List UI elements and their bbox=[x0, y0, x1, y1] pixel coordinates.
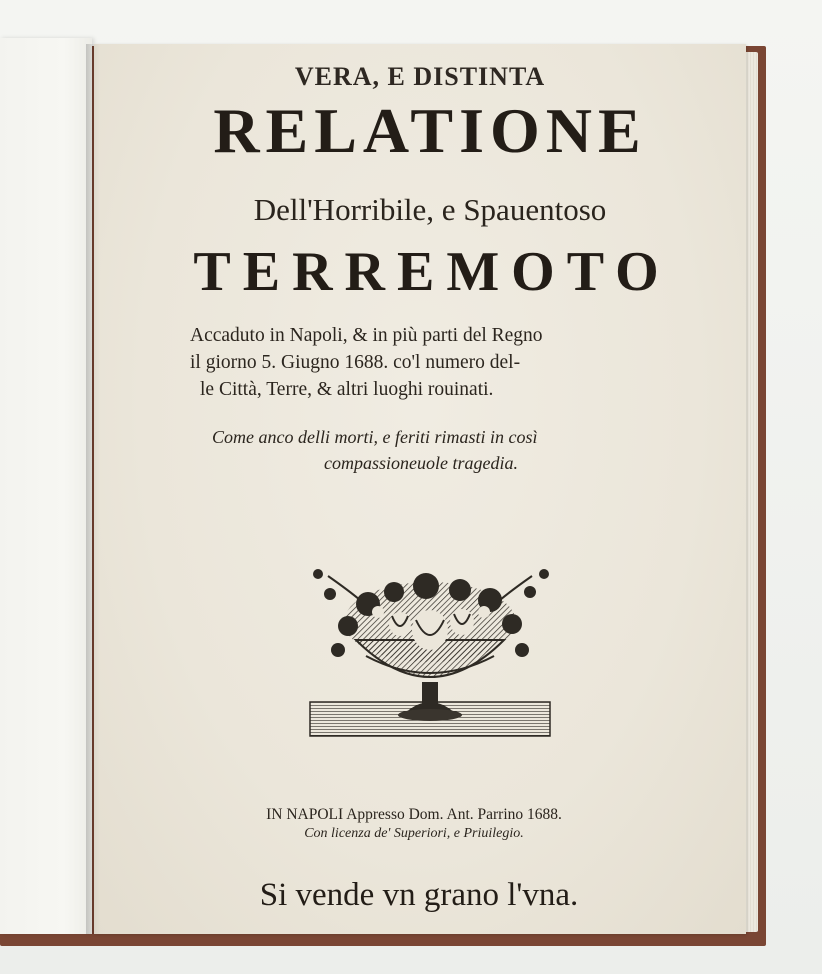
left-page bbox=[0, 38, 92, 934]
subtitle: Dell'Horribile, e Spauentoso bbox=[253, 192, 607, 227]
description-line: il giorno 5. Giugno 1688. co'l numero del- bbox=[190, 352, 521, 373]
main-word: TERREMOTO bbox=[193, 241, 671, 303]
italic-line: compassioneuole tragedia. bbox=[324, 453, 518, 473]
gutter-shadow bbox=[86, 44, 100, 934]
license-line: Con licenza de' Superiori, e Priuilegio. bbox=[304, 826, 524, 841]
imprint-line: IN NAPOLI Appresso Dom. Ant. Parrino 1688. bbox=[266, 805, 562, 823]
italic-block bbox=[212, 424, 672, 476]
description-line: Accaduto in Napoli, & in più parti del Regno bbox=[190, 325, 543, 346]
title: RELATIONE bbox=[213, 95, 647, 166]
price-line: Si vende vn grano l'vna. bbox=[259, 877, 579, 913]
fruit-bowl-woodcut-icon bbox=[308, 564, 552, 742]
title-page bbox=[94, 44, 746, 934]
description-block bbox=[190, 322, 670, 403]
italic-line: Come anco delli morti, e feriti rimasti in così bbox=[212, 427, 538, 447]
description-line: le Città, Terre, & altri luoghi rouinati. bbox=[200, 379, 494, 400]
header-small: VERA, E DISTINTA bbox=[294, 62, 546, 91]
